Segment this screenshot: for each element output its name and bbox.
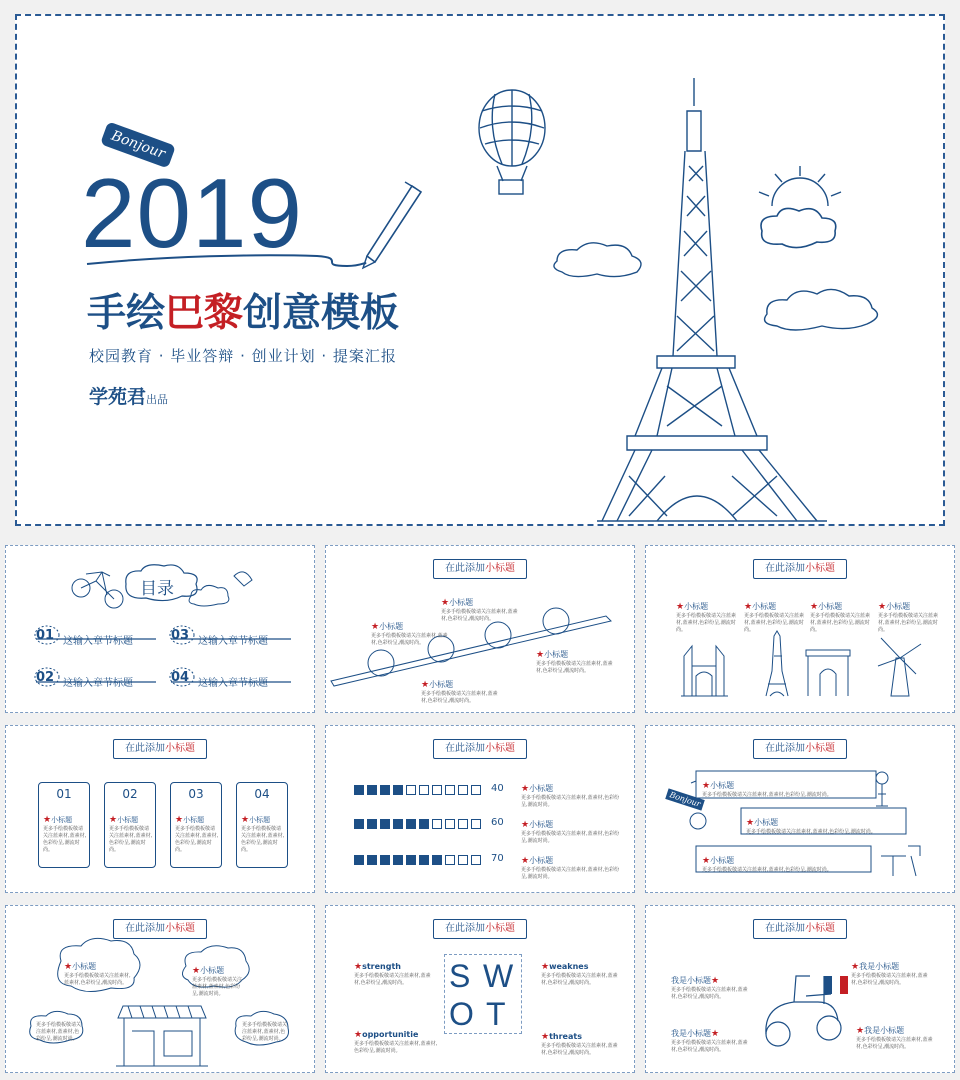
item-text: 更多手绘模板敬请关注蓝素材,蓝素材,色彩纷呈,潮流时尚。 <box>521 795 620 808</box>
progress-square <box>367 855 377 865</box>
year-heading: 2019 <box>81 158 304 268</box>
star-icon: ★ <box>746 818 755 828</box>
star-icon: ★ <box>702 856 711 866</box>
author-suffix: 出品 <box>146 393 169 406</box>
progress-square <box>367 819 377 829</box>
thumbnail-cards[interactable] <box>5 725 315 893</box>
star-icon: ★ <box>43 815 52 825</box>
tag-text: 在此添加 <box>765 563 805 574</box>
progress-square <box>458 785 468 795</box>
tag-text: 在此添加 <box>765 743 805 754</box>
star-icon: ★ <box>711 1029 720 1039</box>
progress-value-2: 60 <box>491 817 504 828</box>
slide-tag <box>433 919 527 939</box>
timeline-item-2 <box>441 590 521 623</box>
item-text: 更多手绘模板敬请关注蓝素材,蓝素材,色彩纷呈,潮流时尚。 <box>744 613 805 633</box>
item-text: 更多手绘模板敬请关注蓝素材,蓝素材,色彩纷呈,潮流时尚。 <box>521 831 620 844</box>
progress-square <box>419 819 429 829</box>
progress-square <box>471 819 481 829</box>
toc-num-3: 03 <box>171 628 190 643</box>
item-text: 更多手绘模板敬请关注蓝素材,蓝素材,色彩纷呈,潮流时尚。 <box>702 792 832 798</box>
progress-square <box>354 819 364 829</box>
toc-text-4: 这输入章节标题 <box>198 678 268 689</box>
main-title <box>87 291 400 336</box>
card-text: 更多手绘模板敬请关注蓝素材,蓝素材,色彩纷呈,潮流时尚。 <box>175 826 219 853</box>
card-2 <box>104 782 156 868</box>
progress-square <box>380 819 390 829</box>
progress-square <box>445 819 455 829</box>
toc-text-3: 这输入章节标题 <box>198 636 268 647</box>
card-text: 更多手绘模板敬请关注蓝素材,蓝素材,色彩纷呈,潮流时尚。 <box>109 826 153 853</box>
item-text: 更多手绘模板敬请关注蓝素材,蓝素材,色彩纷呈,潮流时尚。 <box>64 973 131 986</box>
card-text: 更多手绘模板敬请关注蓝素材,蓝素材,色彩纷呈,潮流时尚。 <box>43 826 87 853</box>
star-icon: ★ <box>536 650 545 660</box>
item-title: 小标题 <box>754 818 779 827</box>
item-title: 小标题 <box>449 598 474 607</box>
star-icon: ★ <box>810 602 819 612</box>
item-text: 更多手绘模板敬请关注蓝素材,蓝素材,色彩纷呈,潮流时尚。 <box>702 867 832 873</box>
bubble-item-2 <box>746 810 906 836</box>
item-title: 小标题 <box>529 856 554 865</box>
card-number: 01 <box>56 787 72 801</box>
shop-item-2 <box>192 958 246 998</box>
shop-note-2: 更多手绘模板敬请关注蓝素材,蓝素材,色彩纷呈,潮流时尚。 <box>242 1022 288 1042</box>
timeline-item-4 <box>536 642 616 675</box>
item-text: 更多手绘模板敬请关注蓝素材,蓝素材,色彩纷呈,潮流时尚。 <box>541 973 618 986</box>
swot-t: T <box>486 996 506 1032</box>
item-text: 更多手绘模板敬请关注蓝素材,蓝素材,色彩纷呈,潮流时尚。 <box>421 691 498 704</box>
item-text: 更多手绘模板敬请关注蓝素材,蓝素材,色彩纷呈,潮流时尚。 <box>354 1041 438 1054</box>
star-icon: ★ <box>856 1026 865 1036</box>
item-text: 更多手绘模板敬请关注蓝素材,蓝素材,色彩纷呈,潮流时尚。 <box>671 1040 748 1053</box>
star-icon: ★ <box>109 815 118 825</box>
thumbnail-scooter[interactable] <box>645 905 955 1073</box>
card-title: 小标题 <box>51 816 73 824</box>
item-title: 小标题 <box>529 784 554 793</box>
subtitle: 校园教育 · 毕业答辩 · 创业计划 · 提案汇报 <box>89 347 397 365</box>
toc-num-4: 04 <box>171 670 190 685</box>
author-name: 学苑君 <box>89 386 147 408</box>
progress-item-1 <box>521 776 621 809</box>
item-text: 更多手绘模板敬请关注蓝素材,蓝素材,色彩纷呈,潮流时尚。 <box>676 613 737 633</box>
progress-square <box>458 819 468 829</box>
slide-tag <box>113 739 207 759</box>
item-text: 更多手绘模板敬请关注蓝素材,蓝素材,色彩纷呈,潮流时尚。 <box>192 977 243 997</box>
item-title: 小标题 <box>752 602 777 611</box>
item-title: 我是小标题 <box>864 1026 905 1035</box>
star-icon: ★ <box>521 820 530 830</box>
tag-text: 在此添加 <box>445 923 485 934</box>
bonjour-badge-small: Bonjour <box>665 788 705 810</box>
item-title: 小标题 <box>818 602 843 611</box>
shop-item-1 <box>64 954 134 987</box>
star-icon: ★ <box>878 602 887 612</box>
progress-square <box>445 785 455 795</box>
item-title: 小标题 <box>710 781 735 790</box>
item-title: 我是小标题 <box>859 962 900 971</box>
progress-square <box>419 855 429 865</box>
item-text: 更多手绘模板敬请关注蓝素材,蓝素材,色彩纷呈,潮流时尚。 <box>371 633 448 646</box>
star-icon: ★ <box>711 976 720 986</box>
shop-note-1: 更多手绘模板敬请关注蓝素材,蓝素材,色彩纷呈,潮流时尚。 <box>36 1022 82 1042</box>
scooter-item-3 <box>851 954 931 987</box>
item-title: 我是小标题 <box>671 1029 711 1038</box>
tag-text: 在此添加 <box>445 743 485 754</box>
progress-square <box>406 855 416 865</box>
progress-square <box>458 855 468 865</box>
tag-highlight: 小标题 <box>805 743 835 754</box>
swot-o: O <box>449 996 474 1032</box>
thumbnail-progress[interactable] <box>325 725 635 893</box>
timeline-item-1 <box>371 614 451 647</box>
bubble-item-3 <box>702 848 867 874</box>
hero-slide[interactable] <box>15 14 945 526</box>
item-title: 小标题 <box>544 650 569 659</box>
tag-text: 在此添加 <box>765 923 805 934</box>
swot-strength <box>354 954 434 987</box>
progress-square <box>354 785 364 795</box>
progress-square <box>393 785 403 795</box>
progress-square <box>432 785 442 795</box>
tag-highlight: 小标题 <box>805 923 835 934</box>
timeline-item-3 <box>421 672 501 705</box>
card-text: 更多手绘模板敬请关注蓝素材,蓝素材,色彩纷呈,潮流时尚。 <box>241 826 285 853</box>
tag-text: 在此添加 <box>445 563 485 574</box>
tag-text: 在此添加 <box>125 743 165 754</box>
card-4 <box>236 782 288 868</box>
progress-item-3 <box>521 848 621 881</box>
card-number: 04 <box>254 787 270 801</box>
star-icon: ★ <box>541 962 550 972</box>
scooter-item-1 <box>671 968 751 1001</box>
hero-illustration <box>17 16 947 528</box>
card-title: 小标题 <box>249 816 271 824</box>
swot-s: S <box>449 958 471 994</box>
swot-w: W <box>483 958 514 994</box>
item-title: 我是小标题 <box>671 976 711 985</box>
title-part-b: 巴黎 <box>165 291 244 336</box>
thumbnail-shop[interactable] <box>5 905 315 1073</box>
progress-square <box>380 785 390 795</box>
star-icon: ★ <box>354 962 363 972</box>
toc-num-2: 02 <box>36 670 55 685</box>
thumbnail-landmarks[interactable] <box>645 545 955 713</box>
star-icon: ★ <box>521 784 530 794</box>
item-text: 更多手绘模板敬请关注蓝素材,蓝素材,色彩纷呈,潮流时尚。 <box>671 987 748 1000</box>
card-1 <box>38 782 90 868</box>
thumbnail-swot[interactable] <box>325 905 635 1073</box>
star-icon: ★ <box>192 966 201 976</box>
title-part-a: 手绘 <box>87 291 166 336</box>
item-title: 小标题 <box>72 962 97 971</box>
tag-highlight: 小标题 <box>165 923 195 934</box>
tag-text: 在此添加 <box>125 923 165 934</box>
item-title: strength <box>362 962 401 971</box>
slide-tag <box>433 739 527 759</box>
progress-square <box>445 855 455 865</box>
progress-square <box>432 819 442 829</box>
progress-item-2 <box>521 812 621 845</box>
tag-highlight: 小标题 <box>805 563 835 574</box>
item-text: 更多手绘模板敬请关注蓝素材,蓝素材,色彩纷呈,潮流时尚。 <box>441 609 518 622</box>
item-text: 更多手绘模板敬请关注蓝素材,蓝素材,色彩纷呈,潮流时尚。 <box>536 661 613 674</box>
toc-text-2: 这输入章节标题 <box>63 678 133 689</box>
star-icon: ★ <box>851 962 860 972</box>
card-title: 小标题 <box>183 816 205 824</box>
item-text: 更多手绘模板敬请关注蓝素材,蓝素材,色彩纷呈,潮流时尚。 <box>541 1043 618 1056</box>
card-title: 小标题 <box>117 816 139 824</box>
title-part-c: 创意模板 <box>243 291 400 336</box>
thumbnail-bubbles[interactable] <box>645 725 955 893</box>
item-title: weaknes <box>549 962 589 971</box>
scooter-item-4 <box>856 1018 936 1051</box>
scooter-item-2 <box>671 1021 751 1054</box>
swot-opportunity <box>354 1022 438 1055</box>
progress-square <box>367 785 377 795</box>
star-icon: ★ <box>744 602 753 612</box>
card-number: 03 <box>188 787 204 801</box>
progress-square <box>406 785 416 795</box>
thumbnail-timeline[interactable] <box>325 545 635 713</box>
landmarks-drawing <box>646 546 955 713</box>
progress-value-3: 70 <box>491 853 504 864</box>
item-title: 小标题 <box>886 602 911 611</box>
item-text: 更多手绘模板敬请关注蓝素材,蓝素材,色彩纷呈,潮流时尚。 <box>878 613 939 633</box>
star-icon: ★ <box>241 815 250 825</box>
item-title: threats <box>549 1032 582 1041</box>
item-text: 更多手绘模板敬请关注蓝素材,蓝素材,色彩纷呈,潮流时尚。 <box>746 829 876 835</box>
item-text: 更多手绘模板敬请关注蓝素材,蓝素材,色彩纷呈,潮流时尚。 <box>521 867 620 880</box>
progress-square <box>471 785 481 795</box>
toc-heading: 目录 <box>140 579 174 599</box>
star-icon: ★ <box>702 781 711 791</box>
star-icon: ★ <box>64 962 73 972</box>
item-title: 小标题 <box>429 680 454 689</box>
card-3 <box>170 782 222 868</box>
progress-value-1: 40 <box>491 783 504 794</box>
progress-square <box>393 819 403 829</box>
tag-highlight: 小标题 <box>485 563 515 574</box>
item-text: 更多手绘模板敬请关注蓝素材,蓝素材,色彩纷呈,潮流时尚。 <box>354 973 431 986</box>
star-icon: ★ <box>371 622 380 632</box>
tag-highlight: 小标题 <box>165 743 195 754</box>
tag-highlight: 小标题 <box>485 743 515 754</box>
item-text: 更多手绘模板敬请关注蓝素材,蓝素材,色彩纷呈,潮流时尚。 <box>851 973 928 986</box>
star-icon: ★ <box>354 1030 363 1040</box>
swot-weakness <box>541 954 621 987</box>
star-icon: ★ <box>541 1032 550 1042</box>
shop-drawing <box>6 906 315 1073</box>
item-title: opportunitie <box>362 1030 419 1039</box>
tag-highlight: 小标题 <box>485 923 515 934</box>
progress-square <box>471 855 481 865</box>
item-text: 更多手绘模板敬请关注蓝素材,蓝素材,色彩纷呈,潮流时尚。 <box>810 613 871 633</box>
progress-square <box>419 785 429 795</box>
author <box>89 382 168 409</box>
toc-num-1: 01 <box>36 628 55 643</box>
progress-square <box>406 819 416 829</box>
star-icon: ★ <box>441 598 450 608</box>
thumbnail-toc[interactable] <box>5 545 315 713</box>
progress-square <box>393 855 403 865</box>
progress-square <box>432 855 442 865</box>
star-icon: ★ <box>421 680 430 690</box>
toc-text-1: 这输入章节标题 <box>63 636 133 647</box>
card-number: 02 <box>122 787 138 801</box>
star-icon: ★ <box>521 856 530 866</box>
item-title: 小标题 <box>529 820 554 829</box>
bubble-item-1 <box>702 773 872 799</box>
item-title: 小标题 <box>684 602 709 611</box>
bonjour-badge: Bonjour <box>100 121 176 168</box>
item-title: 小标题 <box>379 622 404 631</box>
star-icon: ★ <box>175 815 184 825</box>
item-text: 更多手绘模板敬请关注蓝素材,蓝素材,色彩纷呈,潮流时尚。 <box>856 1037 933 1050</box>
star-icon: ★ <box>676 602 685 612</box>
item-title: 小标题 <box>200 966 225 975</box>
swot-threats <box>541 1024 621 1057</box>
item-title: 小标题 <box>710 856 735 865</box>
progress-square <box>380 855 390 865</box>
progress-square <box>354 855 364 865</box>
